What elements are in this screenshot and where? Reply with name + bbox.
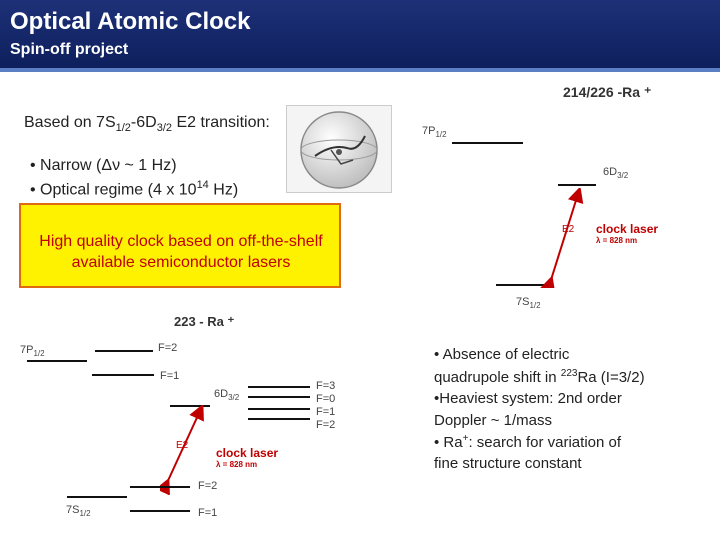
note-line-2: quadrupole shift in $^{223}$Ra (I=3/2) (434, 368, 645, 386)
highlight-box (19, 203, 341, 288)
label-d-f3: F=3 (316, 380, 336, 392)
label-f1-top: F=1 (160, 370, 180, 382)
e2-label-bottom: E2 (176, 440, 189, 451)
title-underline (0, 68, 720, 72)
note-line-1: • Absence of electric (434, 346, 570, 363)
hfs-line-f3 (248, 386, 310, 388)
clock-laser-label-bottom: clock laser (216, 446, 279, 460)
level-line-f2-bottom (130, 486, 190, 488)
label-f2-top: F=2 (158, 342, 178, 354)
transition-arrow-top (540, 188, 590, 288)
label-d-f0: F=0 (316, 393, 336, 405)
based-on-line: Based on $7S_{1/2}-6D_{3/2}$ E2 transition: (24, 114, 270, 135)
e2-label-top: E2 (562, 224, 575, 235)
bullet-narrow: • Narrow (Δν ~ 1 Hz) (30, 157, 177, 174)
hfs-line-f2 (248, 418, 310, 420)
slide-subtitle: Spin-off project (10, 41, 129, 58)
hfs-line-f1 (248, 408, 310, 410)
label-d-f2: F=2 (316, 419, 336, 431)
bullet-optical: • Optical regime (4 x $10^{14}$ Hz) (30, 179, 239, 199)
label-d-f1: F=1 (316, 406, 336, 418)
wavelength-label-bottom: λ = 828 nm (216, 460, 258, 469)
level-line-f1-bottom (130, 510, 190, 512)
level-line-f1-top (92, 374, 154, 376)
level-line-f2-top (95, 350, 153, 352)
level-6d-bottom: $6D_{3/2}$ (214, 388, 240, 403)
level-7s-bottom: $7S_{1/2}$ (66, 504, 91, 519)
note-line-5: • Ra+: search for variation of (434, 433, 622, 451)
note-line-6: fine structure constant (434, 455, 582, 472)
level-7s-top: $7S_{1/2}$ (516, 296, 541, 311)
level-line-6d-top (558, 184, 596, 186)
wavelength-label-top: λ = 828 nm (596, 236, 638, 245)
hfs-line-f0 (248, 396, 310, 398)
level-7p-bottom: $7P_{1/2}$ (20, 344, 45, 359)
note-line-3: •Heaviest system: 2nd order (434, 390, 622, 407)
clock-glass-icon (287, 106, 391, 192)
level-line-7p-top (452, 142, 523, 144)
clock-image (286, 105, 392, 193)
level-line-7p-bottom (27, 360, 87, 362)
isotope-label-top: 214/226 -Ra ⁺ (563, 84, 652, 100)
slide-title: Optical Atomic Clock (10, 8, 251, 35)
label-f2-bottom: F=2 (198, 480, 218, 492)
level-line-7s-bottom (67, 496, 127, 498)
note-line-4: Doppler ~ 1/mass (434, 412, 552, 429)
clock-laser-label-top: clock laser (596, 222, 659, 236)
highlight-text: High quality clock based on off-the-shelf available semiconductor lasers (39, 233, 323, 271)
level-7p-top: $7P_{1/2}$ (422, 125, 447, 140)
level-6d-top: $6D_{3/2}$ (603, 166, 629, 181)
label-f1-bottom: F=1 (198, 507, 218, 519)
isotope-label-bottom: 223 - Ra ⁺ (174, 314, 235, 329)
